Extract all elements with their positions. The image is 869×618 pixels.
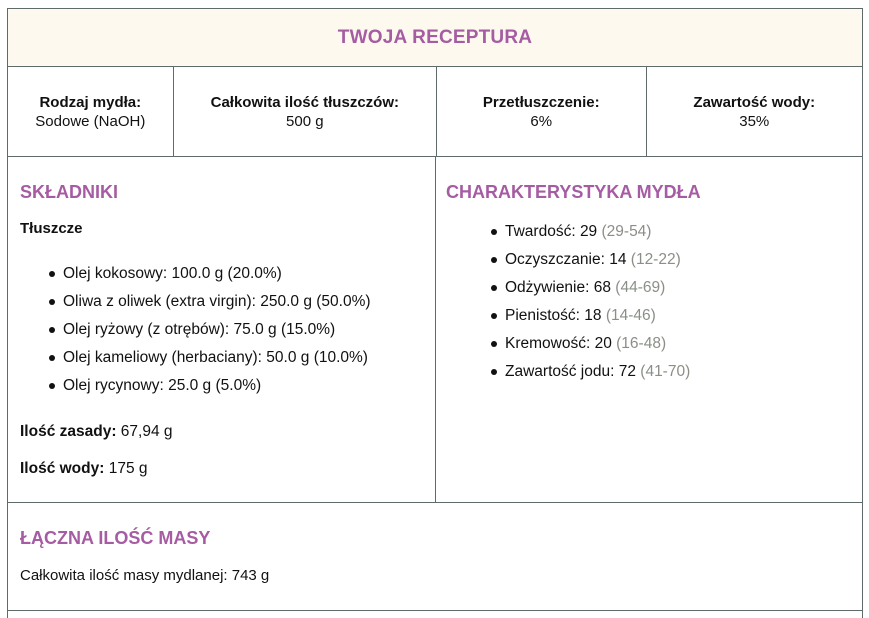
water-content-value: 35% <box>739 112 770 130</box>
water-content-cell <box>646 67 863 156</box>
list-item <box>505 274 852 302</box>
list-item <box>505 246 852 274</box>
ingredients-heading: SKŁADNIKI <box>20 182 118 202</box>
characteristic-range: (12-22) <box>630 251 681 268</box>
list-item: Olej kameliowy (herbaciany): 50.0 g (10.0%) <box>63 344 423 372</box>
water-label: Ilość wody: <box>20 460 105 477</box>
total-fats-cell <box>173 67 436 156</box>
characteristic-range: (41-70) <box>640 363 691 380</box>
fats-list <box>20 260 423 400</box>
characteristic-value: Twardość: 29 <box>505 223 598 240</box>
superfat-value: 6% <box>530 112 553 130</box>
superfat-cell <box>436 67 646 156</box>
recipe-table <box>7 8 863 618</box>
total-mass-heading: ŁĄCZNA ILOŚĆ MASY <box>20 528 211 548</box>
recipe-title: TWOJA RECEPTURA <box>337 26 533 48</box>
ingredients-section <box>8 157 436 502</box>
soap-type-label: Rodzaj mydła: <box>39 93 142 111</box>
list-item <box>505 358 852 386</box>
characteristic-range: (16-48) <box>616 335 667 352</box>
characteristic-value: Zawartość jodu: 72 <box>505 363 636 380</box>
list-item <box>505 218 852 246</box>
water-content-label: Zawartość wody: <box>693 93 816 111</box>
list-item: Olej rycynowy: 25.0 g (5.0%) <box>63 372 423 400</box>
characteristics-list <box>446 218 852 386</box>
characteristics-section <box>436 157 862 502</box>
characteristic-value: Odżywienie: 68 <box>505 279 611 296</box>
alkali-label: Ilość zasady: <box>20 423 117 440</box>
list-item <box>505 330 852 358</box>
alkali-value: 67,94 g <box>116 423 173 440</box>
fats-heading: Tłuszcze <box>20 220 83 237</box>
superfat-label: Przetłuszczenie: <box>482 93 600 111</box>
soap-type-cell <box>8 67 173 156</box>
alkali-amount <box>20 422 423 441</box>
characteristics-heading: CHARAKTERYSTYKA MYDŁA <box>446 182 701 202</box>
soap-type-value: Sodowe (NaOH) <box>35 112 146 130</box>
water-amount <box>20 459 423 478</box>
details-row <box>8 157 862 503</box>
characteristic-range: (29-54) <box>601 223 652 240</box>
characteristic-range: (44-69) <box>615 279 666 296</box>
total-fats-label: Całkowita ilość tłuszczów: <box>210 93 399 111</box>
list-item: Olej ryżowy (z otrębów): 75.0 g (15.0%) <box>63 316 423 344</box>
list-item: Olej kokosowy: 100.0 g (20.0%) <box>63 260 423 288</box>
characteristic-value: Pienistość: 18 <box>505 307 602 324</box>
total-mass-section <box>8 503 862 611</box>
water-value: 175 g <box>104 460 148 477</box>
characteristic-range: (14-46) <box>605 307 656 324</box>
characteristic-value: Kremowość: 20 <box>505 335 612 352</box>
total-mass-text: Całkowita ilość masy mydlanej: 743 g <box>20 567 270 584</box>
characteristic-value: Oczyszczanie: 14 <box>505 251 627 268</box>
total-fats-value: 500 g <box>286 112 324 130</box>
list-item <box>505 302 852 330</box>
list-item: Oliwa z oliwek (extra virgin): 250.0 g (50.0%) <box>63 288 423 316</box>
recipe-header <box>8 9 862 67</box>
recipe-summary-row <box>8 67 862 157</box>
